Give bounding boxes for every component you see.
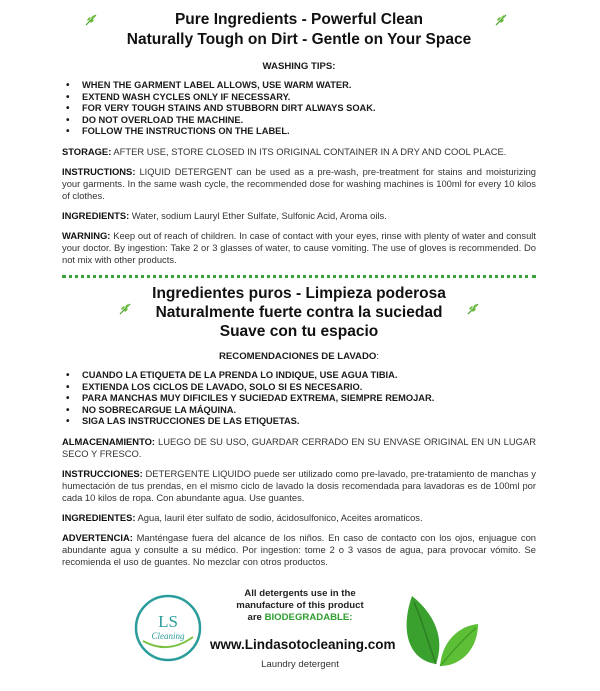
list-item: • FOLLOW THE INSTRUCTIONS ON THE LABEL. — [62, 126, 536, 138]
list-item: • WHEN THE GARMENT LABEL ALLOWS, USE WARM WATER. — [62, 80, 536, 92]
footer-line-1: All detergents use in the — [244, 588, 356, 599]
advertencia-text: Manténgase fuera del alcance de los niños. En caso de contacto con los ojos, enjuague con abundante agua y consulte a su médico. Por ingestion: tome 2 o 3 vasos de agua, para provocar vómito. Se recomienda el uso de guantes. No mezclar con otros productos. — [62, 531, 536, 567]
washing-tips-list — [62, 80, 536, 138]
product-name: Laundry detergent — [261, 659, 339, 670]
ingredients-label: INGREDIENTS: — [62, 209, 130, 221]
storage-text: AFTER USE, STORE CLOSED IN ITS ORIGINAL CONTAINER IN A DRY AND COOL PLACE. — [111, 145, 507, 157]
ls-cleaning-logo — [133, 593, 203, 663]
list-item: • PARA MANCHAS MUY DIFICILES Y SUCIEDAD EXTREMA, SIEMPRE REMOJAR. — [62, 393, 536, 405]
ingredientes-paragraph — [62, 512, 536, 524]
list-item: • FOR VERY TOUGH STAINS AND STUBBORN DIRT ALWAYS SOAK. — [62, 103, 536, 115]
instructions-label: INSTRUCTIONS: — [62, 165, 136, 177]
leaf-sprig-icon — [118, 302, 132, 316]
ingredients-paragraph — [62, 210, 536, 222]
instrucciones-paragraph — [62, 468, 536, 504]
english-title-line-1: Pure Ingredients - Powerful Clean — [174, 11, 424, 28]
biodegradable-note — [210, 588, 390, 624]
recomendaciones-list — [62, 370, 536, 428]
almacenamiento-text: LUEGO DE SU USO, GUARDAR CERRADO EN SU ENVASE ORIGINAL EN UN LUGAR SECO Y FRESCO. — [62, 435, 536, 459]
warning-label: WARNING: — [62, 229, 111, 241]
green-leaves-icon — [398, 590, 480, 670]
footer-line-2: manufacture of this product — [236, 600, 364, 611]
footer-line-3-prefix: are — [247, 612, 265, 623]
washing-tips-heading: WASHING TIPS: — [262, 61, 336, 72]
spanish-title — [62, 284, 536, 341]
list-item: • SIGA LAS INSTRUCCIONES DE LAS ETIQUETAS. — [62, 416, 536, 428]
ingredientes-text: Agua, lauril éter sulfato de sodio, ácidosulfonico, Aceites aromaticos. — [135, 511, 423, 523]
english-title-line-2: Naturally Tough on Dirt - Gentle on Your Space — [126, 31, 472, 48]
storage-paragraph — [62, 146, 536, 158]
leaf-sprig-icon — [494, 13, 508, 27]
spanish-title-line-3: Suave con tu espacio — [219, 322, 379, 340]
almacenamiento-paragraph — [62, 436, 536, 460]
logo-cleaning-text: Cleaning — [151, 631, 185, 641]
english-title — [62, 10, 536, 50]
warning-text: Keep out of reach of children. In case of contact with your eyes, rinse with plenty of water and consult your doctor. By ingestion: Take 2 or 3 glasses of water, to cause vomiting. The use of gloves is recommended. Do not mix with other products. — [62, 229, 536, 265]
leaf-sprig-icon — [466, 302, 480, 316]
list-item: • DO NOT OVERLOAD THE MACHINE. — [62, 115, 536, 127]
list-item: • EXTIENDA LOS CICLOS DE LAVADO, SOLO SI ES NECESARIO. — [62, 382, 536, 394]
leaf-sprig-icon — [84, 13, 98, 27]
ingredients-text: Water, sodium Lauryl Ether Sulfate, Sulfonic Acid, Aroma oils. — [129, 209, 387, 221]
warning-paragraph — [62, 230, 536, 266]
biodegradable-highlight: BIODEGRADABLE: — [264, 612, 353, 623]
dotted-divider — [62, 275, 536, 278]
logo-ls-text: LS — [158, 612, 178, 631]
heading-colon: : — [376, 350, 380, 362]
list-item: • NO SOBRECARGUE LA MÁQUINA. — [62, 405, 536, 417]
instructions-paragraph — [62, 166, 536, 202]
footer-line-3 — [210, 612, 390, 624]
storage-label: STORAGE: — [62, 145, 112, 157]
footer — [0, 585, 600, 691]
ingredientes-label: INGREDIENTES: — [62, 511, 136, 523]
advertencia-paragraph — [62, 532, 536, 568]
recomendaciones-heading — [62, 351, 536, 362]
list-item: • CUANDO LA ETIQUETA DE LA PRENDA LO INDIQUE, USE AGUA TIBIA. — [62, 370, 536, 382]
recomendaciones-label: RECOMENDACIONES DE LAVADO — [218, 350, 377, 362]
spanish-title-line-2: Naturalmente fuerte contra la suciedad — [155, 303, 443, 321]
advertencia-label: ADVERTENCIA: — [62, 531, 133, 543]
instrucciones-label: INSTRUCCIONES: — [62, 467, 143, 479]
instructions-text: LIQUID DETERGENT can be used as a pre-wash, pre-treatment for stains and moisturizing your garments. In the same wash cycle, the recommended dose for washing machines is 100ml for every 10 kilos of clothes. — [62, 165, 536, 201]
spanish-title-line-1: Ingredientes puros - Limpieza poderosa — [152, 284, 446, 302]
almacenamiento-label: ALMACENAMIENTO: — [62, 435, 156, 447]
instrucciones-text: DETERGENTE LIQUIDO puede ser utilizado como pre-lavado, pre-tratamiento de manchas y humectación de tus prendas, en el mismo ciclo de lavado la dosis recomendada para lavadoras es de 100ml por cada 10 kilos de ropa. Con abundante agua. Use guantes. — [62, 467, 536, 503]
list-item: • EXTEND WASH CYCLES ONLY IF NECESSARY. — [62, 92, 536, 104]
website-link[interactable]: www.Lindasotocleaning.com — [210, 637, 396, 652]
